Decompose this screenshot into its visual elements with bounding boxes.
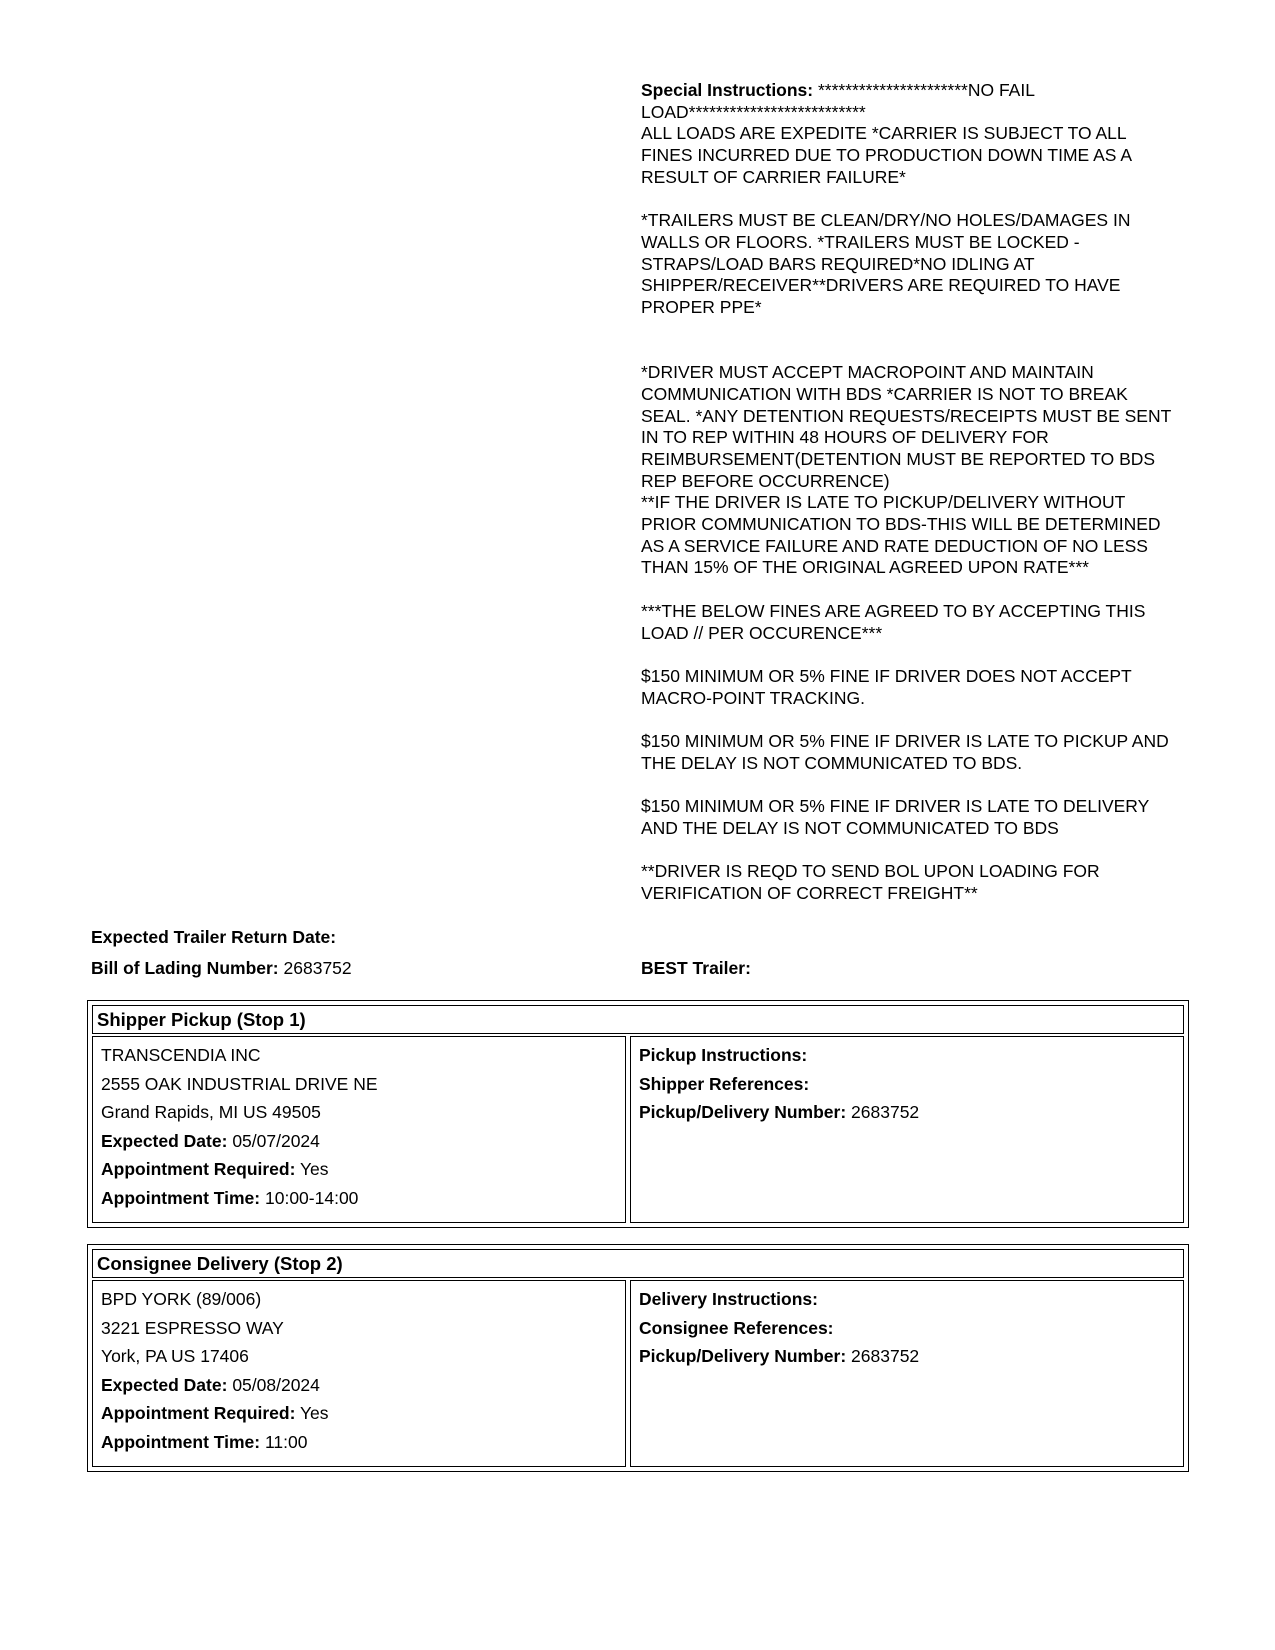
stop-address-cell — [92, 1036, 626, 1223]
pickup-delivery-number-label: Pickup/Delivery Number: — [639, 1102, 847, 1123]
appointment-required-value: Yes — [299, 1403, 329, 1424]
appointment-time-label: Appointment Time: — [101, 1187, 261, 1208]
appointment-time-value: 11:00 — [265, 1431, 308, 1452]
bill-of-lading-label: Bill of Lading Number: — [91, 958, 279, 978]
expected-date-label: Expected Date: — [101, 1374, 228, 1395]
appointment-required-label: Appointment Required: — [101, 1159, 296, 1180]
stop-title: Consignee Delivery (Stop 2) — [92, 1249, 1184, 1278]
pickup-delivery-number-label: Pickup/Delivery Number: — [639, 1346, 847, 1367]
special-instructions — [641, 80, 1181, 905]
special-instructions-text — [641, 80, 1181, 905]
pickup-delivery-number — [639, 1342, 1175, 1371]
stop-address-cell — [92, 1280, 626, 1467]
best-trailer-label: BEST Trailer: — [641, 958, 751, 978]
appointment-required-label: Appointment Required: — [101, 1403, 296, 1424]
expected-date-value: 05/08/2024 — [232, 1374, 320, 1395]
expected-date-value: 05/07/2024 — [232, 1130, 320, 1151]
consignee-delivery-box — [87, 1244, 1189, 1472]
stop-street-address: 2555 OAK INDUSTRIAL DRIVE NE — [101, 1073, 378, 1094]
stop-city-state-zip: Grand Rapids, MI US 49505 — [101, 1102, 321, 1123]
bill-of-lading-number — [91, 957, 352, 979]
stop-title: Shipper Pickup (Stop 1) — [92, 1005, 1184, 1034]
pickup-instructions-label: Pickup Instructions: — [639, 1045, 808, 1065]
expected-trailer-return-label: Expected Trailer Return Date: — [91, 927, 337, 947]
delivery-instructions-label: Delivery Instructions: — [639, 1289, 818, 1309]
shipper-pickup-box — [87, 1000, 1189, 1228]
stop-instructions-cell — [630, 1036, 1184, 1223]
delivery-instructions — [639, 1285, 1175, 1314]
stop-city-state-zip: York, PA US 17406 — [101, 1346, 249, 1367]
expected-trailer-return-date — [91, 926, 336, 948]
stop-appointment-required — [101, 1155, 617, 1184]
pickup-delivery-number — [639, 1098, 1175, 1127]
bill-of-lading-value: 2683752 — [283, 958, 352, 978]
stop-expected-date — [101, 1371, 617, 1400]
expected-date-label: Expected Date: — [101, 1130, 228, 1151]
shipper-references-label: Shipper References: — [639, 1073, 810, 1094]
stop-appointment-time — [101, 1184, 617, 1213]
appointment-required-value: Yes — [299, 1159, 329, 1180]
stop-company-name: BPD YORK (89/006) — [101, 1289, 262, 1309]
special-instructions-body: **********************NO FAIL LOAD************************** ALL LOADS ARE EXPEDITE *CARRIER IS SUBJECT TO ALL FINES INCURRED DUE TO PRODUCTION DOWN TIME AS A RESULT OF CARRIER FAILURE* *TRAILERS MUST BE CLEAN/DRY/NO HOLES/DAMAGES IN WALLS OR FLOORS. *TRAILERS MUST BE LOCKED - STRAPS/LOAD BARS REQUIRED*NO IDLING AT SHIPPER/RECEIVER**DRIVERS ARE REQUIRED TO HAVE PROPER PPE* *DRIVER MUST ACCEPT MACROPOINT AND MAINTAIN COMMUNICATION WITH BDS *CARRIER IS NOT TO BREAK SEAL. *ANY DETENTION REQUESTS/RECEIPTS MUST BE SENT IN TO REP WITHIN 48 HOURS OF DELIVERY FOR REIMBURSEMENT(DETENTION MUST BE REPORTED TO BDS REP BEFORE OCCURRENCE) **IF THE DRIVER IS LATE TO PICKUP/DELIVERY WITHOUT PRIOR COMMUNICATION TO BDS-THIS WILL BE DETERMINED AS A SERVICE FAILURE AND RATE DEDUCTION OF NO LESS THAN 15% OF THE ORIGINAL AGREED UPON RATE*** ***THE BELOW FINES ARE AGREED TO BY ACCEPTING THIS LOAD // PER OCCURENCE*** $150 MINIMUM OR 5% FINE IF DRIVER DOES NOT ACCEPT MACRO-POINT TRACKING. $150 MINIMUM OR 5% FINE IF DRIVER IS LATE TO PICKUP AND THE DELAY IS NOT COMMUNICATED TO BDS. $150 MINIMUM OR 5% FINE IF DRIVER IS LATE TO DELIVERY AND THE DELAY IS NOT COMMUNICATED TO BDS **DRIVER IS REQD TO SEND BOL UPON LOADING FOR VERIFICATION OF CORRECT FREIGHT** — [641, 80, 1171, 904]
stop-expected-date — [101, 1127, 617, 1156]
shipper-references — [639, 1070, 1175, 1099]
pickup-delivery-number-value: 2683752 — [851, 1346, 920, 1367]
stop-instructions-cell — [630, 1280, 1184, 1467]
pickup-delivery-number-value: 2683752 — [851, 1102, 920, 1123]
stop-company-name: TRANSCENDIA INC — [101, 1045, 261, 1065]
appointment-time-value: 10:00-14:00 — [265, 1187, 359, 1208]
consignee-references — [639, 1314, 1175, 1343]
stop-appointment-time — [101, 1428, 617, 1457]
stop-appointment-required — [101, 1399, 617, 1428]
best-trailer — [641, 957, 751, 979]
stop-street-address: 3221 ESPRESSO WAY — [101, 1317, 284, 1338]
consignee-references-label: Consignee References: — [639, 1317, 834, 1338]
special-instructions-label: Special Instructions: — [641, 80, 814, 100]
pickup-instructions — [639, 1041, 1175, 1070]
appointment-time-label: Appointment Time: — [101, 1431, 261, 1452]
